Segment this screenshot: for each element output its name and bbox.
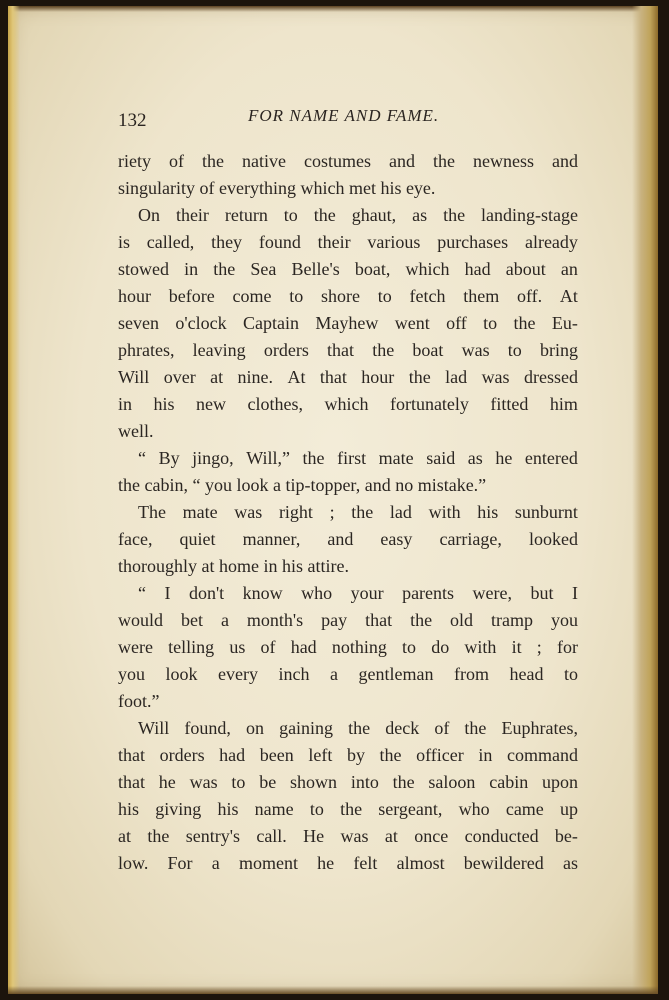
word: the [348, 718, 371, 738]
word: carriage, [439, 529, 502, 549]
word: the [213, 259, 236, 279]
word: For [167, 853, 193, 873]
word: and [327, 529, 354, 549]
word: was [189, 772, 218, 792]
word: was [234, 502, 263, 522]
word: the [392, 772, 415, 792]
word: left [308, 745, 333, 765]
text-line [118, 445, 578, 472]
word: came [505, 799, 544, 819]
word: jingo, [192, 448, 234, 468]
word: fitted [490, 394, 529, 414]
word: head [509, 664, 544, 684]
text-line [118, 715, 578, 742]
word: hour [361, 367, 395, 387]
word: come [232, 286, 272, 306]
word: Will [138, 718, 170, 738]
word: as [467, 448, 483, 468]
word: the [147, 826, 170, 846]
word: they [211, 232, 243, 252]
word: face, [118, 529, 153, 549]
word: had [290, 637, 317, 657]
word: the [351, 502, 374, 522]
word: return [224, 205, 268, 225]
word: mate [182, 502, 218, 522]
word: said [426, 448, 456, 468]
word: By [158, 448, 180, 468]
word: their [317, 232, 351, 252]
word: cabin [489, 772, 529, 792]
word: command [506, 745, 578, 765]
word: quiet [179, 529, 216, 549]
text-line [118, 526, 578, 553]
word: orders [263, 340, 309, 360]
word: he [495, 448, 513, 468]
word: costumes [303, 151, 371, 171]
word: riety [118, 151, 151, 171]
word: phrates, [118, 340, 175, 360]
text-line [118, 418, 578, 445]
word: of [260, 637, 276, 657]
word: is [118, 232, 131, 252]
word: giving [155, 799, 202, 819]
word: various [367, 232, 421, 252]
word: boat, [354, 259, 391, 279]
word: lad [389, 502, 412, 522]
word: were, [472, 583, 512, 603]
word: to [231, 772, 246, 792]
word: first [337, 448, 367, 468]
word: the [372, 340, 395, 360]
text-line [118, 283, 578, 310]
word: about [505, 259, 546, 279]
word: them [463, 286, 500, 306]
word: mate [378, 448, 414, 468]
word: month's [246, 610, 304, 630]
line-text: well. [118, 421, 154, 441]
word: found, [184, 718, 231, 738]
word: into [350, 772, 379, 792]
text-line [118, 364, 578, 391]
word: conducted [464, 826, 539, 846]
word: sunburnt [514, 502, 578, 522]
word: name [254, 799, 294, 819]
word: of [434, 718, 450, 738]
text-line [118, 202, 578, 229]
page-right-edge [632, 6, 658, 994]
word: that [118, 772, 145, 792]
word: low. [118, 853, 149, 873]
word: entered [524, 448, 578, 468]
text-line [118, 580, 578, 607]
word: at [384, 826, 398, 846]
word: was [461, 340, 490, 360]
word: the [313, 205, 336, 225]
word: ; [329, 502, 335, 522]
word: as [412, 205, 428, 225]
word: off. [516, 286, 543, 306]
word: to [309, 799, 324, 819]
text-line [118, 391, 578, 418]
word: purchases [437, 232, 509, 252]
text-line [118, 688, 578, 715]
word: moment [238, 853, 298, 873]
word: was [340, 826, 369, 846]
word: the [408, 367, 431, 387]
word: boat [412, 340, 444, 360]
word: Will [118, 367, 150, 387]
word: to [377, 286, 392, 306]
word: would [118, 610, 163, 630]
word: the [379, 745, 402, 765]
text-line [118, 472, 578, 499]
text-line [118, 823, 578, 850]
word: off [446, 313, 467, 333]
word: pay [321, 610, 348, 630]
word: gaining [279, 718, 334, 738]
word: sergeant, [378, 799, 443, 819]
page-top-edge [8, 6, 658, 12]
word: orders [159, 745, 205, 765]
word: bet [180, 610, 203, 630]
word: new [196, 394, 226, 414]
word: right [278, 502, 313, 522]
word: newness [472, 151, 534, 171]
word: the [302, 448, 325, 468]
paper-page [8, 6, 658, 994]
text-line [118, 175, 578, 202]
text-line [118, 742, 578, 769]
word: of [169, 151, 184, 171]
word: who [301, 583, 333, 603]
word: leaving [192, 340, 246, 360]
word: gentleman [358, 664, 434, 684]
word: who [458, 799, 490, 819]
word: call. [256, 826, 287, 846]
word: easy [380, 529, 413, 549]
page-bottom-edge [8, 986, 658, 994]
word: “ [138, 583, 146, 603]
word: his [477, 502, 499, 522]
word: Mayhew [315, 313, 379, 333]
word: to [289, 286, 304, 306]
word: manner, [242, 529, 301, 549]
word: been [259, 745, 294, 765]
word: the [340, 799, 363, 819]
word: nothing [331, 637, 387, 657]
word: I [164, 583, 171, 603]
word: be [259, 772, 277, 792]
text-line [118, 607, 578, 634]
word: the [410, 610, 433, 630]
word: from [453, 664, 489, 684]
word: to [563, 664, 578, 684]
text-line [118, 229, 578, 256]
word: officer [416, 745, 464, 765]
word: over [163, 367, 196, 387]
word: in [478, 745, 493, 765]
word: every [218, 664, 258, 684]
word: a [220, 610, 229, 630]
word: at [210, 367, 224, 387]
word: up [560, 799, 578, 819]
word: felt [353, 853, 378, 873]
word: you [550, 610, 578, 630]
word: a [330, 664, 338, 684]
word: found [258, 232, 301, 252]
line-text: the cabin, “ you look a tip-topper, and no mistake.” [118, 475, 487, 495]
body-text [118, 148, 578, 877]
word: your [350, 583, 384, 603]
word: ; [536, 637, 542, 657]
word: At [559, 286, 578, 306]
word: nine. [237, 367, 274, 387]
word: sentry's [185, 826, 240, 846]
text-line [118, 256, 578, 283]
word: to [283, 205, 298, 225]
word: in [184, 259, 199, 279]
page-number: 132 [118, 110, 147, 131]
word: I [571, 583, 578, 603]
word: and [388, 151, 415, 171]
word: were [118, 637, 153, 657]
word: The [138, 502, 166, 522]
word: us [229, 637, 246, 657]
word: He [303, 826, 325, 846]
word: once [414, 826, 449, 846]
word: stowed [118, 259, 169, 279]
word: telling [168, 637, 215, 657]
line-text: foot.” [118, 691, 160, 711]
word: shown [290, 772, 338, 792]
word: inch [278, 664, 310, 684]
line-text: singularity of everything which met his eye. [118, 178, 436, 198]
gilt-left-edge [8, 6, 20, 994]
word: clothes, [247, 394, 303, 414]
word: him [549, 394, 578, 414]
word: his [217, 799, 239, 819]
word: the [464, 718, 487, 738]
word: and [551, 151, 578, 171]
word: with [428, 502, 461, 522]
word: native [242, 151, 286, 171]
word: with [464, 637, 497, 657]
word: to [507, 340, 522, 360]
text-line [118, 148, 578, 175]
text-line [118, 796, 578, 823]
word: tramp [491, 610, 534, 630]
line-text: thoroughly at home in his attire. [118, 556, 349, 576]
word: look [165, 664, 198, 684]
word: but [530, 583, 554, 603]
word: called, [146, 232, 195, 252]
running-title: FOR NAME AND FAME. [248, 106, 440, 125]
word: Captain [242, 313, 299, 333]
word: Belle's [291, 259, 340, 279]
text-line [118, 769, 578, 796]
word: fetch [409, 286, 446, 306]
word: looked [528, 529, 578, 549]
word: which [405, 259, 450, 279]
word: ghaut, [351, 205, 397, 225]
word: that [319, 367, 347, 387]
word: parents [402, 583, 455, 603]
word: hour [118, 286, 151, 306]
word: that [365, 610, 393, 630]
text-line [118, 337, 578, 364]
word: On [138, 205, 160, 225]
word: lad [445, 367, 468, 387]
word: that [327, 340, 355, 360]
word: deck [385, 718, 420, 738]
page-header [118, 104, 558, 132]
text-line [118, 553, 578, 580]
word: Euphrates, [501, 718, 578, 738]
word: Will,” [246, 448, 290, 468]
word: “ [138, 448, 146, 468]
word: know [242, 583, 283, 603]
text-line [118, 499, 578, 526]
text-line [118, 310, 578, 337]
text-line [118, 634, 578, 661]
word: to [483, 313, 498, 333]
word: the [513, 313, 536, 333]
text-line [118, 661, 578, 688]
word: had [464, 259, 491, 279]
word: that [118, 745, 145, 765]
word: had [219, 745, 246, 765]
word: bewildered [463, 853, 544, 873]
word: be- [554, 826, 578, 846]
word: he [317, 853, 335, 873]
word: already [524, 232, 578, 252]
word: for [556, 637, 578, 657]
word: don't [188, 583, 225, 603]
word: by [346, 745, 365, 765]
word: bring [539, 340, 578, 360]
word: almost [396, 853, 445, 873]
word: which [324, 394, 369, 414]
word: on [245, 718, 264, 738]
word: his [153, 394, 175, 414]
word: o'clock [175, 313, 227, 333]
word: at [118, 826, 131, 846]
word: before [168, 286, 215, 306]
word: he [158, 772, 176, 792]
word: At [287, 367, 306, 387]
word: saloon [428, 772, 476, 792]
word: a [211, 853, 220, 873]
text-line [118, 850, 578, 877]
word: old [450, 610, 474, 630]
word: to [402, 637, 417, 657]
word: the [432, 151, 455, 171]
word: his [118, 799, 140, 819]
word: Sea [250, 259, 277, 279]
word: as [562, 853, 578, 873]
word: Eu- [551, 313, 578, 333]
word: dressed [523, 367, 578, 387]
word: you [118, 664, 145, 684]
word: went [394, 313, 430, 333]
word: seven [118, 313, 159, 333]
word: shore [320, 286, 360, 306]
word: fortunately [389, 394, 469, 414]
word: was [481, 367, 510, 387]
word: the [202, 151, 224, 171]
word: an [560, 259, 578, 279]
word: it [511, 637, 522, 657]
word: do [431, 637, 450, 657]
word: in [118, 394, 133, 414]
word: their [175, 205, 209, 225]
word: the [443, 205, 466, 225]
word: landing-stage [481, 205, 578, 225]
word: upon [542, 772, 578, 792]
